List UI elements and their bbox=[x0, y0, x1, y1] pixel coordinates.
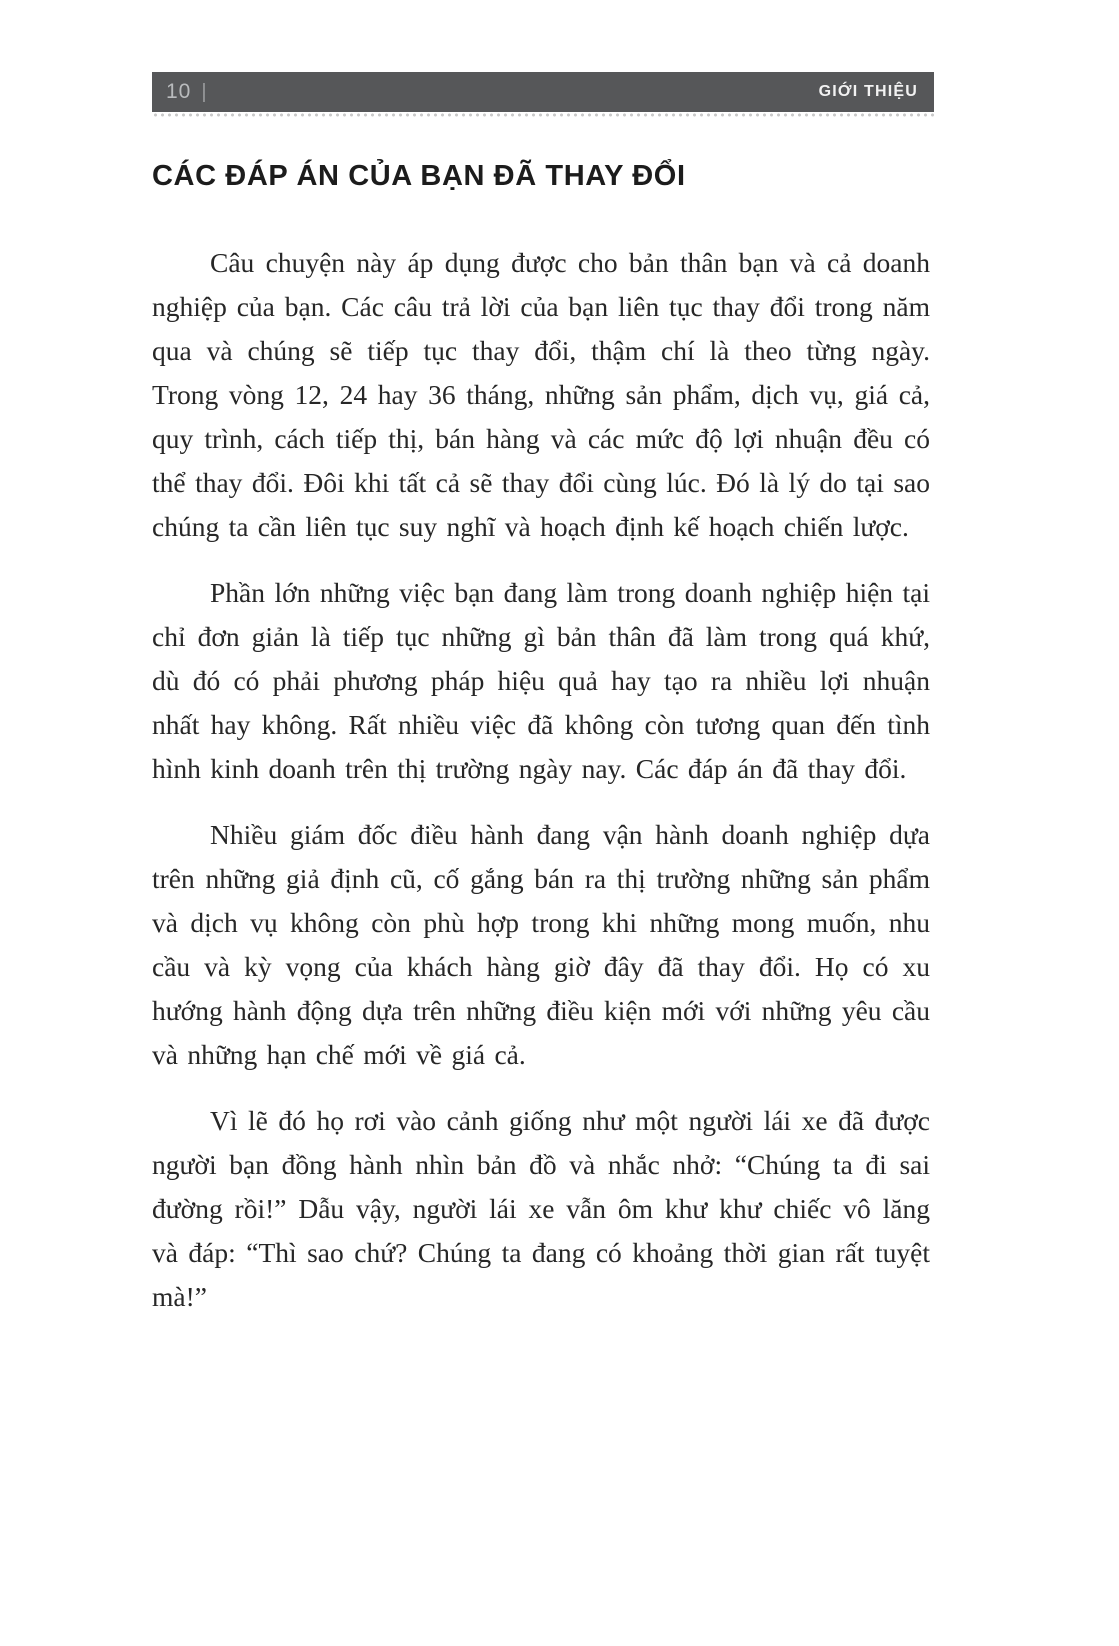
body-paragraph-3: Nhiều giám đốc điều hành đang vận hành doanh nghiệp dựa trên những giả định cũ, cố gắng bán ra thị trường những sản phẩm và dịch vụ không còn phù hợp trong khi những mong muốn, nhu cầu và kỳ vọng của khách hàng giờ đây đã thay đổi. Họ có xu hướng hành động dựa trên những điều kiện mới với những yêu cầu và những hạn chế mới về giá cả. bbox=[152, 819, 930, 1070]
page-content bbox=[152, 160, 930, 1341]
header-divider: | bbox=[201, 80, 207, 103]
body-paragraph-1: Câu chuyện này áp dụng được cho bản thân bạn và cả doanh nghiệp của bạn. Các câu trả lời của bạn liên tục thay đổi trong năm qua và chúng sẽ tiếp tục thay đổi, thậm chí là theo từng ngày. Trong vòng 12, 24 hay 36 tháng, những sản phẩm, dịch vụ, giá cả, quy trình, cách tiếp thị, bán hàng và các mức độ lợi nhuận đều có thể thay đổi. Đôi khi tất cả sẽ thay đổi cùng lúc. Đó là lý do tại sao chúng ta cần liên tục suy nghĩ và hoạch định kế hoạch chiến lược. bbox=[152, 247, 930, 542]
body-paragraph-4: Vì lẽ đó họ rơi vào cảnh giống như một người lái xe đã được người bạn đồng hành nhìn bản đồ và nhắc nhở: “Chúng ta đi sai đường rồi!” Dẫu vậy, người lái xe vẫn ôm khư khư chiếc vô lăng và đáp: “Thì sao chứ? Chúng ta đang có khoảng thời gian rất tuyệt mà!” bbox=[152, 1105, 930, 1312]
header-perforation-dots bbox=[152, 112, 934, 118]
page-header bbox=[152, 72, 934, 112]
page-number: 10 bbox=[166, 80, 192, 103]
page-number-group bbox=[166, 80, 207, 104]
section-title: GIỚI THIỆU bbox=[818, 83, 918, 100]
chapter-heading: CÁC ĐÁP ÁN CỦA BẠN ĐÃ THAY ĐỔI bbox=[152, 160, 686, 192]
body-paragraph-2: Phần lớn những việc bạn đang làm trong doanh nghiệp hiện tại chỉ đơn giản là tiếp tục những gì bản thân đã làm trong quá khứ, dù đó có phải phương pháp hiệu quả hay tạo ra nhiều lợi nhuận nhất hay không. Rất nhiều việc đã không còn tương quan đến tình hình kinh doanh trên thị trường ngày nay. Các đáp án đã thay đổi. bbox=[152, 577, 930, 784]
